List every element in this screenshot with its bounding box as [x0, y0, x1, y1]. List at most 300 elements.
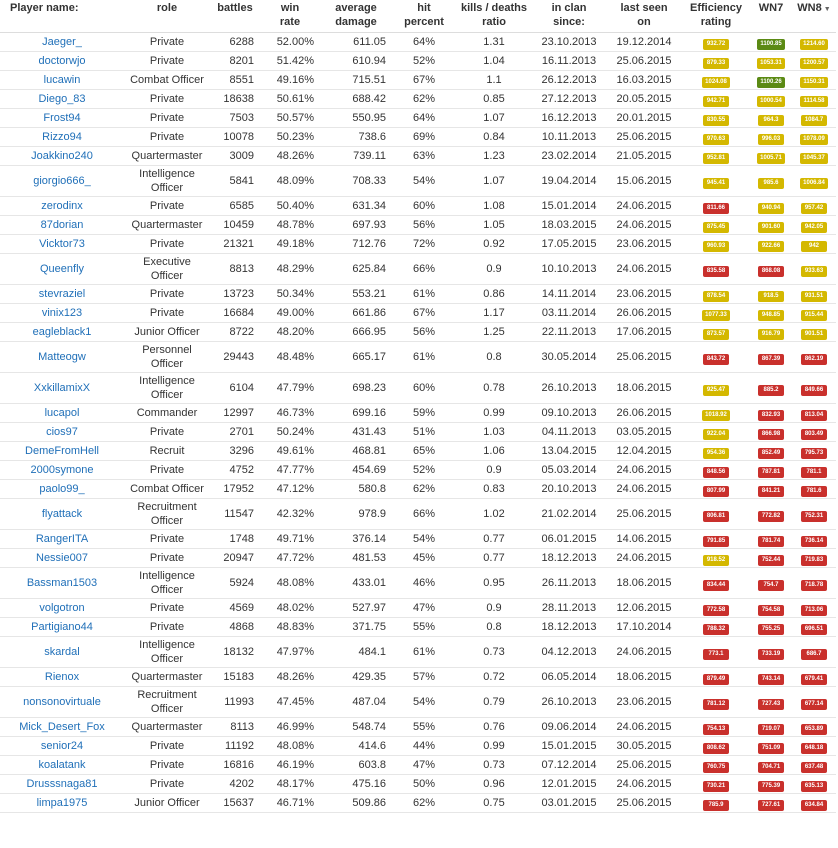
player-name-link[interactable]: eagleblack1	[32, 326, 92, 338]
win-rate-cell: 50.23%	[260, 128, 320, 147]
table-row	[0, 668, 836, 687]
player-name-link[interactable]: Partigiano44	[31, 621, 93, 633]
wn8-rating-cell	[792, 342, 836, 373]
efficiency-rating-cell	[682, 530, 750, 549]
table-row	[0, 480, 836, 499]
in-clan-since-cell: 09.10.2013	[532, 404, 606, 423]
role-label: Quartermaster	[131, 671, 203, 683]
role-label: Private	[149, 759, 185, 771]
player-name-link[interactable]: paolo99_	[39, 483, 85, 495]
efficiency-rating-cell	[682, 33, 750, 52]
player-name-link[interactable]: Diego_83	[38, 93, 86, 105]
kd-ratio-cell: 0.73	[456, 756, 532, 775]
role-label: Private	[149, 621, 185, 633]
table-row	[0, 737, 836, 756]
wn7-rating-badge: 996.03	[758, 134, 784, 145]
kd-ratio-cell: 0.77	[456, 530, 532, 549]
wn7-rating-cell	[750, 794, 792, 813]
win-rate-cell: 48.29%	[260, 254, 320, 285]
kd-ratio-cell: 0.72	[456, 668, 532, 687]
role-label-line2: Officer	[150, 270, 184, 282]
wn8-rating-badge: 1084.7	[801, 115, 827, 126]
player-name-link[interactable]: XxkillamixX	[33, 382, 91, 394]
average-damage-cell: 698.23	[320, 373, 392, 404]
player-name-link[interactable]: lucawin	[43, 74, 81, 86]
role-label: Intelligence	[139, 375, 195, 387]
wn7-rating-badge: 727.61	[758, 800, 784, 811]
win-rate-cell: 47.45%	[260, 687, 320, 718]
wn7-rating-cell	[750, 775, 792, 794]
win-rate-cell: 49.16%	[260, 71, 320, 90]
efficiency-rating-badge: 760.75	[703, 762, 729, 773]
in-clan-since-cell: 10.11.2013	[532, 128, 606, 147]
in-clan-since-cell: 30.05.2014	[532, 342, 606, 373]
wn7-rating-cell	[750, 687, 792, 718]
win-rate-cell: 49.18%	[260, 235, 320, 254]
role-label: Private	[149, 740, 185, 752]
wn7-rating-cell	[750, 423, 792, 442]
last-seen-cell: 26.06.2015	[606, 404, 682, 423]
role-cell	[124, 668, 210, 687]
role-cell	[124, 254, 210, 285]
average-damage-cell: 739.11	[320, 147, 392, 166]
battles-cell: 3296	[210, 442, 260, 461]
battles-cell: 12997	[210, 404, 260, 423]
header-label: role	[156, 2, 178, 14]
average-damage-cell: 697.93	[320, 216, 392, 235]
win-rate-cell: 50.40%	[260, 197, 320, 216]
wn8-rating-cell	[792, 461, 836, 480]
role-label: Private	[149, 112, 185, 124]
wn7-rating-cell	[750, 197, 792, 216]
wn7-rating-cell	[750, 668, 792, 687]
wn7-rating-cell	[750, 718, 792, 737]
wn8-rating-badge: 781.6	[801, 486, 827, 497]
last-seen-cell: 12.06.2015	[606, 599, 682, 618]
efficiency-rating-cell	[682, 737, 750, 756]
role-label: Commander	[136, 407, 198, 419]
wn7-rating-cell	[750, 442, 792, 461]
role-cell	[124, 109, 210, 128]
battles-cell: 5841	[210, 166, 260, 197]
kd-ratio-cell: 0.96	[456, 775, 532, 794]
role-cell	[124, 33, 210, 52]
efficiency-rating-badge: 932.72	[703, 39, 729, 50]
efficiency-rating-cell	[682, 254, 750, 285]
role-cell	[124, 568, 210, 599]
player-name-link[interactable]: nonsonovirtuale	[23, 696, 101, 708]
in-clan-since-cell: 20.10.2013	[532, 480, 606, 499]
in-clan-since-cell: 26.12.2013	[532, 71, 606, 90]
player-name-link[interactable]: senior24	[40, 740, 84, 752]
role-cell	[124, 599, 210, 618]
wn8-rating-badge: 803.49	[801, 429, 827, 440]
player-name-cell	[0, 423, 124, 442]
efficiency-rating-badge: 925.47	[703, 385, 729, 396]
player-name-link[interactable]: 87dorian	[40, 219, 84, 231]
wn7-rating-badge: 885.2	[758, 385, 784, 396]
col-header-average-damage[interactable]	[320, 0, 392, 33]
hit-percent-cell: 59%	[392, 404, 456, 423]
wn7-rating-badge: 719.07	[758, 724, 784, 735]
win-rate-cell: 47.97%	[260, 637, 320, 668]
table-row	[0, 530, 836, 549]
kd-ratio-cell: 0.84	[456, 128, 532, 147]
average-damage-cell: 738.6	[320, 128, 392, 147]
player-name-cell	[0, 197, 124, 216]
average-damage-cell: 625.84	[320, 254, 392, 285]
player-name-link[interactable]: Rizzo94	[42, 131, 82, 143]
table-row	[0, 90, 836, 109]
player-name-link[interactable]: Jaeger_	[42, 36, 82, 48]
player-name-link[interactable]: lucapol	[44, 407, 80, 419]
kd-ratio-cell: 0.77	[456, 549, 532, 568]
role-cell	[124, 756, 210, 775]
header-label: hit	[417, 2, 431, 14]
wn7-rating-badge: 752.44	[758, 555, 784, 566]
table-row	[0, 254, 836, 285]
kd-ratio-cell: 0.9	[456, 461, 532, 480]
player-name-link[interactable]: cios97	[46, 426, 78, 438]
player-name-cell	[0, 599, 124, 618]
in-clan-since-cell: 22.11.2013	[532, 323, 606, 342]
wn8-rating-cell	[792, 775, 836, 794]
wn8-rating-cell	[792, 737, 836, 756]
role-cell	[124, 71, 210, 90]
player-name-link[interactable]: giorgio666_	[33, 175, 91, 187]
player-name-cell	[0, 756, 124, 775]
efficiency-rating-badge: 773.1	[703, 649, 729, 660]
col-header-battles[interactable]	[210, 0, 260, 33]
role-cell	[124, 304, 210, 323]
role-cell	[124, 128, 210, 147]
efficiency-rating-badge: 922.04	[703, 429, 729, 440]
wn8-rating-badge: 736.14	[801, 536, 827, 547]
role-label: Private	[149, 238, 185, 250]
wn7-rating-badge: 852.49	[758, 448, 784, 459]
battles-cell: 4752	[210, 461, 260, 480]
efficiency-rating-cell	[682, 109, 750, 128]
hit-percent-cell: 44%	[392, 737, 456, 756]
kd-ratio-cell: 0.73	[456, 637, 532, 668]
col-header-in-clan-since[interactable]	[532, 0, 606, 33]
last-seen-cell: 15.06.2015	[606, 166, 682, 197]
role-cell	[124, 52, 210, 71]
battles-cell: 10078	[210, 128, 260, 147]
col-header-wn8[interactable]	[792, 0, 836, 33]
win-rate-cell: 46.71%	[260, 794, 320, 813]
hit-percent-cell: 55%	[392, 618, 456, 637]
role-cell	[124, 147, 210, 166]
last-seen-cell: 26.06.2015	[606, 304, 682, 323]
col-header-player-name[interactable]	[0, 0, 124, 33]
role-label: Combat Officer	[130, 74, 204, 86]
player-name-cell	[0, 373, 124, 404]
role-label: Junior Officer	[134, 797, 200, 809]
col-header-efficiency[interactable]	[682, 0, 750, 33]
wn8-rating-badge: 813.04	[801, 410, 827, 421]
player-name-link[interactable]: Vicktor73	[39, 238, 85, 250]
win-rate-cell: 49.00%	[260, 304, 320, 323]
player-name-link[interactable]: 2000symone	[30, 464, 94, 476]
battles-cell: 8722	[210, 323, 260, 342]
player-name-link[interactable]: doctorwjo	[38, 55, 86, 67]
player-name-link[interactable]: vinix123	[41, 307, 83, 319]
wn8-rating-cell	[792, 235, 836, 254]
hit-percent-cell: 55%	[392, 718, 456, 737]
wn7-rating-badge: 1100.26	[757, 77, 784, 88]
player-name-link[interactable]: stevraziel	[38, 288, 86, 300]
player-name-link[interactable]: Drusssnaga81	[26, 778, 98, 790]
role-label: Intelligence	[139, 168, 195, 180]
player-name-cell	[0, 235, 124, 254]
hit-percent-cell: 61%	[392, 637, 456, 668]
player-name-link[interactable]: Joakkino240	[31, 150, 93, 162]
in-clan-since-cell: 21.02.2014	[532, 499, 606, 530]
kd-ratio-cell: 1.1	[456, 71, 532, 90]
player-name-link[interactable]: skardal	[44, 646, 80, 658]
role-cell	[124, 549, 210, 568]
player-name-link[interactable]: zerodinx	[41, 200, 83, 212]
average-damage-cell: 661.86	[320, 304, 392, 323]
efficiency-rating-badge: 875.45	[703, 222, 729, 233]
player-name-cell	[0, 794, 124, 813]
win-rate-cell: 48.83%	[260, 618, 320, 637]
role-label: Quartermaster	[131, 150, 203, 162]
col-header-last-seen[interactable]	[606, 0, 682, 33]
player-name-link[interactable]: Queenfly	[39, 263, 85, 275]
average-damage-cell: 433.01	[320, 568, 392, 599]
kd-ratio-cell: 1.02	[456, 499, 532, 530]
hit-percent-cell: 65%	[392, 442, 456, 461]
col-header-hit-percent[interactable]	[392, 0, 456, 33]
header-label: win	[280, 2, 300, 14]
role-label: Private	[149, 288, 185, 300]
wn7-rating-cell	[750, 285, 792, 304]
table-row	[0, 147, 836, 166]
efficiency-rating-cell	[682, 304, 750, 323]
header-label: kills / deaths	[460, 2, 528, 14]
battles-cell: 4868	[210, 618, 260, 637]
role-label: Recruit	[149, 445, 185, 457]
col-header-role[interactable]	[124, 0, 210, 33]
wn8-rating-cell	[792, 147, 836, 166]
last-seen-cell: 12.04.2015	[606, 442, 682, 461]
efficiency-rating-badge: 960.93	[703, 241, 729, 252]
wn7-rating-cell	[750, 568, 792, 599]
wn7-rating-cell	[750, 461, 792, 480]
efficiency-rating-cell	[682, 687, 750, 718]
table-row	[0, 109, 836, 128]
hit-percent-cell: 50%	[392, 775, 456, 794]
role-cell	[124, 499, 210, 530]
role-label: Private	[149, 36, 185, 48]
battles-cell: 18132	[210, 637, 260, 668]
wn8-rating-badge: 1200.57	[800, 58, 828, 69]
last-seen-cell: 24.06.2015	[606, 549, 682, 568]
last-seen-cell: 24.06.2015	[606, 216, 682, 235]
table-row	[0, 373, 836, 404]
wn8-rating-badge: 686.7	[801, 649, 827, 660]
kd-ratio-cell: 1.06	[456, 442, 532, 461]
battles-cell: 3009	[210, 147, 260, 166]
in-clan-since-cell: 16.11.2013	[532, 52, 606, 71]
player-name-cell	[0, 618, 124, 637]
average-damage-cell: 978.9	[320, 499, 392, 530]
role-cell	[124, 442, 210, 461]
in-clan-since-cell: 14.11.2014	[532, 285, 606, 304]
wn8-rating-badge: 1045.37	[800, 153, 828, 164]
last-seen-cell: 25.06.2015	[606, 342, 682, 373]
wn8-rating-badge: 1006.84	[800, 178, 828, 189]
average-damage-cell: 611.05	[320, 33, 392, 52]
wn8-rating-badge: 752.31	[801, 511, 827, 522]
average-damage-cell: 376.14	[320, 530, 392, 549]
hit-percent-cell: 57%	[392, 668, 456, 687]
header-label: rating	[700, 16, 732, 28]
battles-cell: 2701	[210, 423, 260, 442]
last-seen-cell: 18.06.2015	[606, 568, 682, 599]
wn8-rating-cell	[792, 599, 836, 618]
table-row	[0, 216, 836, 235]
player-name-cell	[0, 254, 124, 285]
wn7-rating-badge: 781.74	[758, 536, 784, 547]
average-damage-cell: 699.16	[320, 404, 392, 423]
hit-percent-cell: 56%	[392, 216, 456, 235]
player-name-link[interactable]: Mick_Desert_Fox	[19, 721, 105, 733]
role-label: Executive	[143, 256, 191, 268]
player-name-link[interactable]: limpa1975	[36, 797, 88, 809]
header-label: Efficiency	[690, 2, 742, 14]
role-cell	[124, 323, 210, 342]
hit-percent-cell: 52%	[392, 52, 456, 71]
wn7-rating-badge: 754.58	[758, 605, 784, 616]
col-header-wn7[interactable]	[750, 0, 792, 33]
win-rate-cell: 49.71%	[260, 530, 320, 549]
player-name-cell	[0, 216, 124, 235]
battles-cell: 17952	[210, 480, 260, 499]
player-name-cell	[0, 737, 124, 756]
player-name-link[interactable]: Rienox	[44, 671, 80, 683]
battles-cell: 8201	[210, 52, 260, 71]
wn8-rating-cell	[792, 323, 836, 342]
table-row	[0, 637, 836, 668]
in-clan-since-cell: 03.11.2014	[532, 304, 606, 323]
player-name-cell	[0, 71, 124, 90]
wn7-rating-badge: 727.43	[758, 699, 784, 710]
kd-ratio-cell: 1.23	[456, 147, 532, 166]
efficiency-rating-badge: 772.58	[703, 605, 729, 616]
player-name-link[interactable]: RangerITA	[35, 533, 89, 545]
wn8-rating-cell	[792, 499, 836, 530]
efficiency-rating-badge: 834.44	[703, 580, 729, 591]
last-seen-cell: 25.06.2015	[606, 794, 682, 813]
player-name-cell	[0, 480, 124, 499]
player-name-cell	[0, 549, 124, 568]
wn8-rating-cell	[792, 794, 836, 813]
role-cell	[124, 404, 210, 423]
wn7-rating-cell	[750, 404, 792, 423]
wn8-rating-badge: 957.42	[801, 203, 827, 214]
player-name-link[interactable]: volgotron	[39, 602, 85, 614]
table-row	[0, 756, 836, 775]
player-name-link[interactable]: DemeFromHell	[25, 445, 99, 457]
col-header-win-rate[interactable]	[260, 0, 320, 33]
hit-percent-cell: 64%	[392, 109, 456, 128]
average-damage-cell: 371.75	[320, 618, 392, 637]
hit-percent-cell: 72%	[392, 235, 456, 254]
player-name-link[interactable]: Bassman1503	[26, 577, 98, 589]
role-label-line2: Officer	[150, 703, 184, 715]
role-label: Private	[149, 307, 185, 319]
efficiency-rating-badge: 808.62	[703, 743, 729, 754]
wn7-rating-cell	[750, 33, 792, 52]
kd-ratio-cell: 0.95	[456, 568, 532, 599]
average-damage-cell: 481.53	[320, 549, 392, 568]
table-row	[0, 197, 836, 216]
kd-ratio-cell: 1.07	[456, 166, 532, 197]
table-row	[0, 599, 836, 618]
table-row	[0, 71, 836, 90]
hit-percent-cell: 60%	[392, 197, 456, 216]
table-row	[0, 549, 836, 568]
player-name-link[interactable]: Matteogw	[38, 351, 86, 363]
wn8-rating-cell	[792, 442, 836, 461]
hit-percent-cell: 56%	[392, 323, 456, 342]
player-name-cell	[0, 304, 124, 323]
wn8-rating-cell	[792, 166, 836, 197]
player-name-cell	[0, 90, 124, 109]
battles-cell: 15183	[210, 668, 260, 687]
win-rate-cell: 48.78%	[260, 216, 320, 235]
efficiency-rating-cell	[682, 285, 750, 304]
efficiency-rating-cell	[682, 499, 750, 530]
hit-percent-cell: 62%	[392, 480, 456, 499]
player-name-link[interactable]: Nessie007	[36, 552, 88, 564]
win-rate-cell: 48.20%	[260, 323, 320, 342]
wn7-rating-badge: 832.93	[758, 410, 784, 421]
efficiency-rating-badge: 788.32	[703, 624, 729, 635]
kd-ratio-cell: 0.92	[456, 235, 532, 254]
battles-cell: 6288	[210, 33, 260, 52]
player-name-link[interactable]: Frost94	[43, 112, 81, 124]
player-name-link[interactable]: koalatank	[38, 759, 86, 771]
average-damage-cell: 666.95	[320, 323, 392, 342]
col-header-kd-ratio[interactable]	[456, 0, 532, 33]
role-label: Private	[149, 131, 185, 143]
efficiency-rating-badge: 879.49	[703, 674, 729, 685]
role-label-line2: Officer	[150, 515, 184, 527]
wn7-rating-cell	[750, 52, 792, 71]
hit-percent-cell: 47%	[392, 599, 456, 618]
wn8-rating-cell	[792, 128, 836, 147]
wn7-rating-cell	[750, 599, 792, 618]
win-rate-cell: 48.08%	[260, 568, 320, 599]
wn7-rating-cell	[750, 90, 792, 109]
wn7-rating-badge: 1100.85	[757, 39, 784, 50]
role-cell	[124, 166, 210, 197]
wn8-rating-cell	[792, 254, 836, 285]
table-row	[0, 323, 836, 342]
last-seen-cell: 24.06.2015	[606, 480, 682, 499]
player-name-link[interactable]: flyattack	[41, 508, 83, 520]
last-seen-cell: 17.06.2015	[606, 323, 682, 342]
last-seen-cell: 24.06.2015	[606, 254, 682, 285]
wn8-rating-badge: 677.14	[801, 699, 827, 710]
in-clan-since-cell: 18.03.2015	[532, 216, 606, 235]
role-label: Private	[149, 778, 185, 790]
wn7-rating-badge: 1005.71	[757, 153, 785, 164]
